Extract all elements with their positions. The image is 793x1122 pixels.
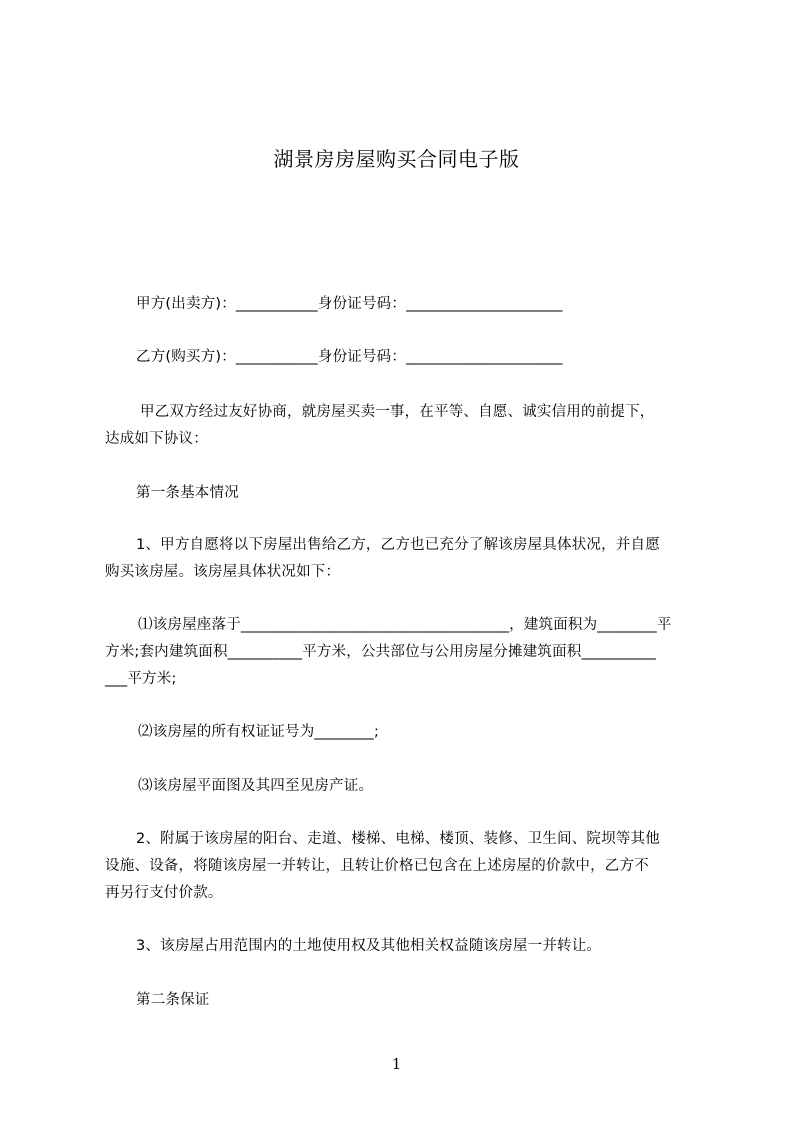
- clause-2-line-2: 设施、设备，将随该房屋一并转让，且转让价格已包含在上述房屋的价款中，乙方不: [105, 858, 649, 874]
- document-title: 湖景房房屋购买合同电子版: [273, 147, 520, 171]
- item-1-line-2: 方米;套内建筑面积__________平方米，公共部位与公用房屋分摊建筑面积__________: [105, 644, 656, 660]
- article-2-heading: 第二条保证: [136, 992, 210, 1008]
- page-number: 1: [391, 1055, 402, 1073]
- party-a-line: 甲方(出卖方)：___________身份证号码：_____________________: [136, 296, 563, 312]
- intro-paragraph-line-1: 甲乙双方经过友好协商，就房屋买卖一事，在平等、自愿、诚实信用的前提下，: [140, 404, 655, 420]
- item-2-line: ⑵该房屋的所有权证证号为________;: [138, 724, 380, 740]
- article-1-heading: 第一条基本情况: [136, 485, 239, 501]
- clause-3-line: 3、该房屋占用范围内的土地使用权及其他相关权益随该房屋一并转让。: [136, 938, 602, 954]
- item-1-line-1: ⑴该房屋座落于____________________________________，建筑面积为________平: [138, 617, 672, 633]
- intro-paragraph-line-2: 达成如下协议：: [105, 431, 208, 447]
- clause-2-line-1: 2、附属于该房屋的阳台、走道、楼梯、电梯、楼顶、装修、卫生间、院坝等其他: [136, 831, 660, 847]
- item-1-line-3: ___平方米;: [105, 671, 177, 687]
- clause-1-line-2: 购买该房屋。该房屋具体状况如下：: [105, 564, 341, 580]
- item-3-line: ⑶该房屋平面图及其四至见房产证。: [138, 778, 374, 794]
- party-b-line: 乙方(购买方)：___________身份证号码：_____________________: [136, 349, 563, 365]
- clause-2-line-3: 再另行支付价款。: [105, 885, 223, 901]
- clause-1-line-1: 1、甲方自愿将以下房屋出售给乙方，乙方也已充分了解该房屋具体状况，并自愿: [136, 537, 660, 553]
